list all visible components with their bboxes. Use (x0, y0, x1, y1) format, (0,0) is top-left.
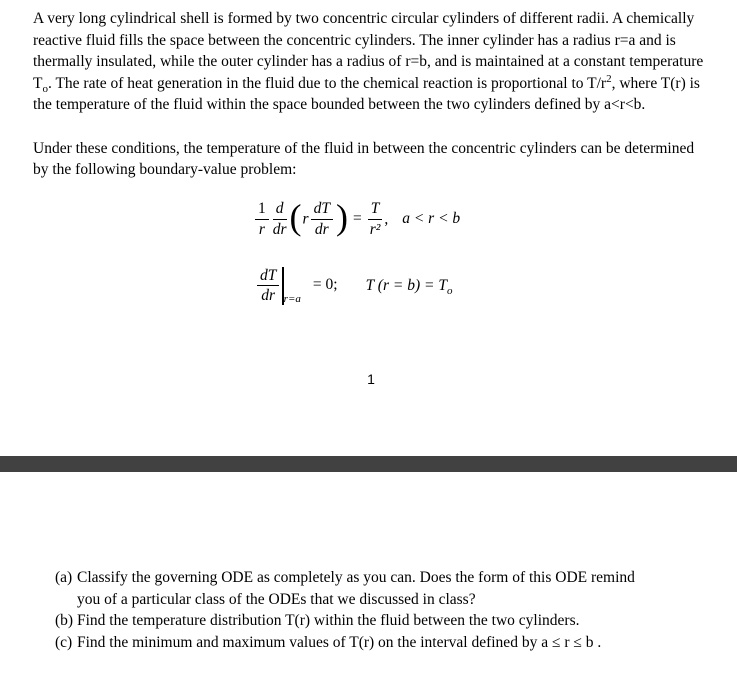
fraction-numerator: dT (311, 200, 333, 220)
fraction-1-over-r (255, 200, 269, 239)
item-text: Find the temperature distribution T(r) within the fluid between the two cylinders. (77, 612, 580, 630)
item-label: (b) (55, 612, 74, 630)
paragraph-problem-description (33, 8, 709, 116)
subscript-o: o (446, 284, 453, 297)
para1-segment-1: A very long cylindrical shell is formed by two concentric circular cylinders of different radii. A chemically reactive fluid fills the space between the concentric cylinders. The inner cylinder has a radius r=a and is thermally insulated, while the outer cylinder has a radius of r=b, and is maintained at a constant temperature T (33, 10, 704, 92)
para1-segment-3: , where T(r) is the temperature of the fluid within the space bounded between the two cylinders defined by a<r<b. (33, 74, 700, 113)
list-item-a (55, 567, 659, 610)
fraction-numerator: d (273, 200, 287, 220)
fraction-denominator: r² (369, 221, 381, 238)
item-text: Classify the governing ODE as completely as you can. Does the form of this ODE remind you of a particular class of the ODEs that we discussed in class? (77, 569, 635, 608)
page-divider-bar (0, 456, 737, 472)
equation-governing-ode (253, 196, 709, 241)
fraction-denominator: dr (272, 221, 287, 238)
equals-zero: = 0; (312, 276, 338, 294)
evaluation-subscript: r=a (283, 292, 301, 305)
question-list (55, 567, 659, 653)
item-text: Find the minimum and maximum values of T(r) on the interval defined by a ≤ r ≤ b . (77, 633, 602, 651)
fraction-T-over-r2 (368, 200, 383, 239)
fraction-denominator: dr (261, 287, 276, 305)
fraction-numerator: dT (257, 267, 279, 287)
left-paren: ( (289, 196, 302, 237)
list-item-c (55, 632, 659, 654)
fraction-denominator: r (258, 221, 265, 238)
comma: , (384, 210, 389, 228)
equation-boundary-conditions (255, 267, 709, 306)
para1-segment-2: . The rate of heat generation in the fluid due to the chemical reaction is proportional to T/r (47, 74, 607, 92)
domain-condition: a < r < b (402, 210, 461, 228)
fraction-numerator: 1 (255, 200, 269, 220)
fraction-denominator: dr (314, 221, 329, 238)
item-label: (c) (55, 633, 73, 651)
item-label: (a) (55, 569, 73, 587)
fraction-dT-over-dr (257, 267, 279, 306)
list-item-b (55, 610, 659, 632)
equals-sign: = (352, 210, 362, 228)
variable-r: r (302, 210, 309, 228)
right-paren: ) (335, 196, 348, 237)
page-number: 1 (367, 371, 375, 388)
subscript-o: o (42, 82, 48, 95)
superscript-2: 2 (606, 72, 612, 85)
boundary-condition-T: T (r = b) = T (365, 276, 447, 294)
fraction-d-over-dr (273, 200, 287, 239)
paragraph-bvp-intro: Under these conditions, the temperature of the fluid in between the concentric cylinders can be determined by the following boundary-value problem: (33, 139, 695, 178)
fraction-numerator: T (368, 200, 383, 220)
fraction-dT-over-dr (311, 200, 333, 239)
